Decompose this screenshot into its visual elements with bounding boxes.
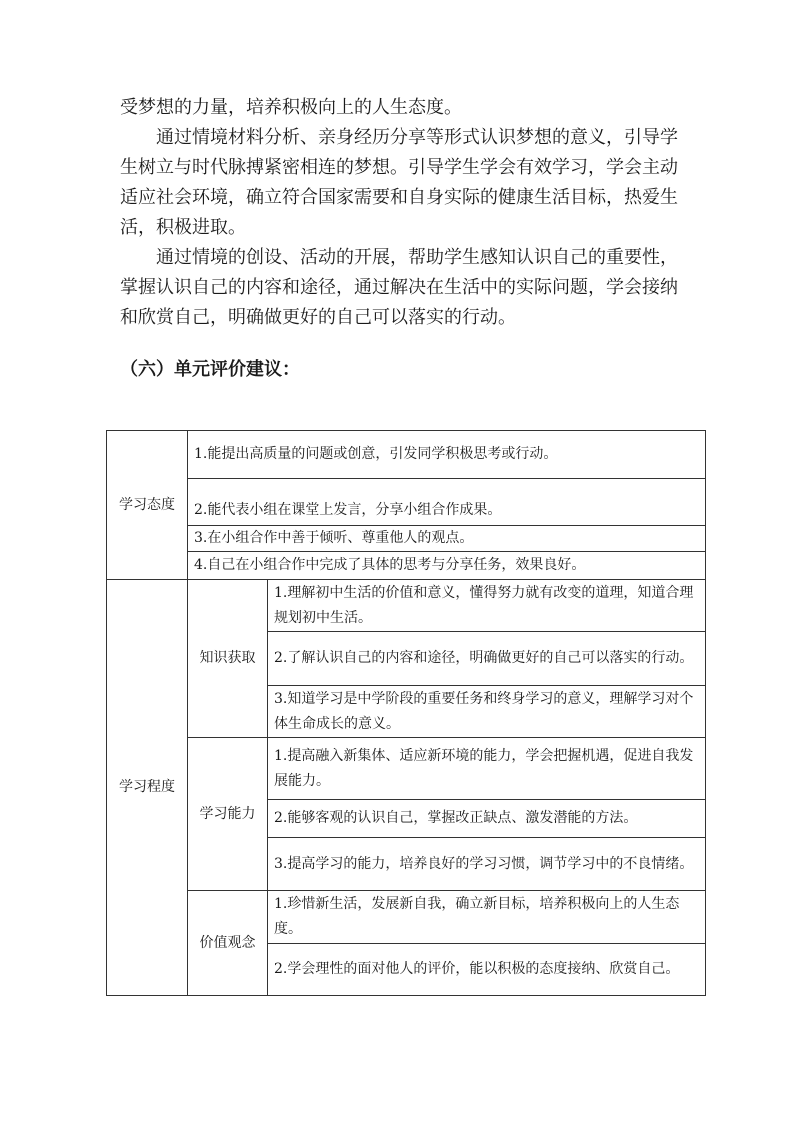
table-row [107, 526, 706, 552]
table-row [107, 479, 706, 526]
paragraph-continuation: 受梦想的力量，培养积极向上的人生态度。 [120, 97, 462, 118]
table-row [107, 580, 706, 632]
category-cell-degree: 学习程度 [107, 580, 188, 996]
criterion-cell: 1.能提出高质量的问题或创意，引发同学积极思考或行动。 [188, 431, 706, 479]
table-row [107, 431, 706, 479]
criterion-cell: 2.了解认识自己的内容和途径，明确做更好的自己可以落实的行动。 [268, 632, 706, 686]
criterion-cell: 2.能够客观的认识自己，掌握改正缺点、激发潜能的方法。 [268, 800, 706, 838]
section-heading: （六）单元评价建议： [120, 359, 300, 380]
criterion-cell: 4.自己在小组合作中完成了具体的思考与分享任务，效果良好。 [188, 552, 706, 580]
table-row [107, 552, 706, 580]
criterion-cell: 1.理解初中生活的价值和意义，懂得努力就有改变的道理，知道合理规划初中生活。 [268, 580, 706, 632]
criterion-cell: 3.提高学习的能力，培养良好的学习习惯，调节学习中的不良情绪。 [268, 838, 706, 891]
table-row [107, 891, 706, 944]
criterion-cell: 1.提高融入新集体、适应新环境的能力，学会把握机遇，促进自我发展能力。 [268, 738, 706, 800]
criterion-cell: 3.在小组合作中善于倾听、尊重他人的观点。 [188, 526, 706, 552]
criterion-cell: 2.能代表小组在课堂上发言，分享小组合作成果。 [188, 479, 706, 526]
criterion-cell: 1.珍惜新生活，发展新自我，确立新目标，培养积极向上的人生态度。 [268, 891, 706, 944]
subcategory-cell-knowledge: 知识获取 [188, 580, 268, 738]
criterion-cell: 3.知道学习是中学阶段的重要任务和终身学习的意义，理解学习对个体生命成长的意义。 [268, 686, 706, 738]
criterion-cell: 2.学会理性的面对他人的评价，能以积极的态度接纳、欣赏自己。 [268, 944, 706, 996]
category-cell-attitude: 学习态度 [107, 431, 188, 580]
evaluation-table [106, 430, 706, 996]
subcategory-cell-values: 价值观念 [188, 891, 268, 996]
paragraph-self-knowledge: 通过情境的创设、活动的开展，帮助学生感知认识自己的重要性，掌握认识自己的内容和途径，通过解决在生活中的实际问题，学会接纳和欣赏自己，明确做更好的自己可以落实的行动。 [120, 247, 678, 328]
table-row [107, 738, 706, 800]
subcategory-cell-ability: 学习能力 [188, 738, 268, 891]
paragraph-dream-goals: 通过情境材料分析、亲身经历分享等形式认识梦想的意义，引导学生树立与时代脉搏紧密相连的梦想。引导学生学会有效学习，学会主动适应社会环境，确立符合国家需要和自身实际的健康生活目标，热爱生活，积极进取。 [120, 127, 678, 238]
